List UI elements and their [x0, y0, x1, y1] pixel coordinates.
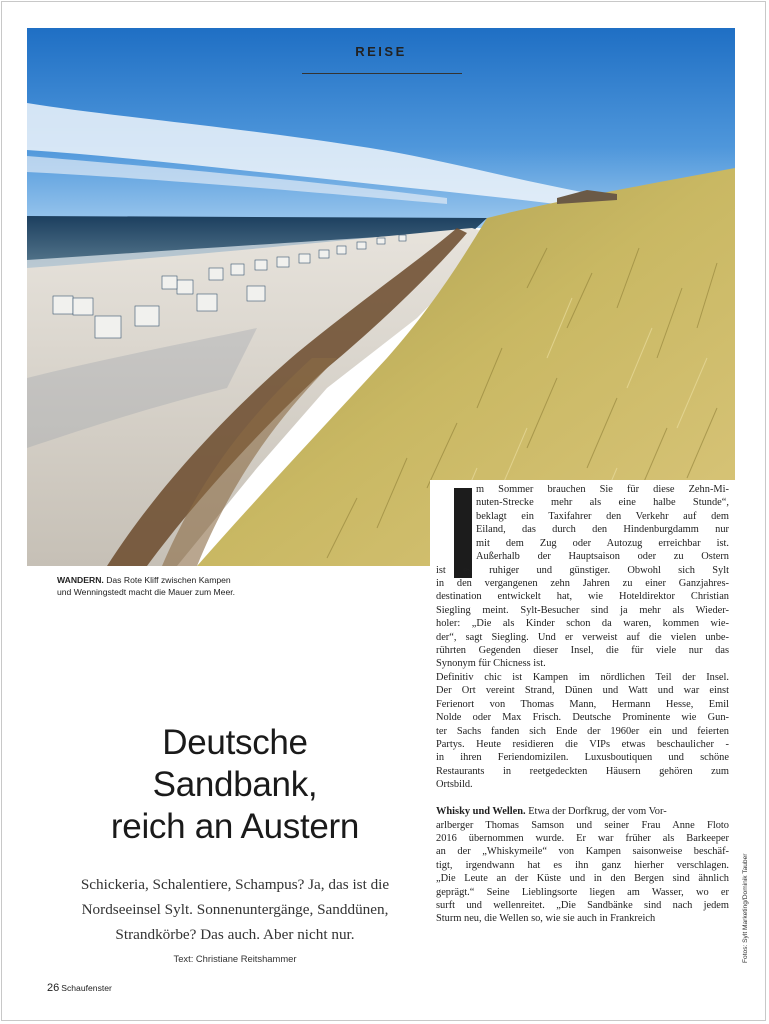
deck-line: Nordseeinsel Sylt. Sonnenuntergänge, Sanddünen, [81, 901, 389, 918]
text-line: m Sommer brauchen Sie für diese Zehn-Mi- [476, 484, 729, 495]
text-line: tigt, irgendwann hat es ihn ganz hierher verschlagen. [436, 859, 729, 871]
text-line: Eiland, das durch den Hindenburgdamm nur [476, 524, 729, 536]
caption-text: Das Rote Kliff zwischen Kampen und Wenningstedt macht die Mauer zum Meer. [57, 575, 236, 597]
photo-caption [57, 575, 237, 598]
text-line: Partys. Heute residieren die VIPs etwas beschaulicher - [436, 739, 729, 751]
magazine-name: Schaufenster [61, 983, 112, 993]
text-line: Siegling meint. Sylt-Besucher sind ja mehr als Wieder- [436, 604, 729, 616]
headline-line: Deutsche [162, 723, 308, 762]
text-line: nuten-Strecke mehr als eine halbe Stunde“, [476, 497, 729, 509]
text-line: Nolde oder Max Frisch. Deutsche Prominente wie Gun- [436, 712, 729, 724]
caption-keyword: WANDERN. [57, 575, 104, 585]
text-line: Der Ort vereint Strand, Dünen und Watt und war einst [436, 685, 729, 697]
text-line: Definitiv chic ist Kampen im nördlichen Teil der Insel. [436, 671, 729, 683]
paragraph [436, 483, 729, 671]
paragraph [436, 805, 729, 926]
text-line: in ihren Feriendomizilen. Luxusboutiquen und schöne [436, 752, 729, 764]
text-line: mit dem Zug oder Autozug erreichbar ist. [476, 537, 729, 549]
text-line: surft und wellenreitet. „Die Sandbänke sind nach jedem [436, 900, 729, 912]
text-line: Ortsbild. [436, 779, 473, 791]
folio [47, 978, 112, 996]
text-line: holer: „Die als Kinder schon da waren, kommen wie- [436, 618, 729, 630]
text-line: „Die Leute an der Küste und in den Bergen sind ähnlich [436, 873, 729, 885]
text-line: ist es ruhiger und günstiger. Obwohl sich Sylt [436, 564, 729, 576]
text-line: der“, sagt Siegling. Und er verweist auf die vielen unbe- [436, 631, 729, 643]
headline-line: Sandbank, [152, 765, 318, 804]
text-line [436, 805, 729, 818]
text-line: Sturm neu, die Wellen so, wie sie auch in Frankreich [436, 913, 656, 925]
text-line: 2016 übernommen wurde. Er war früher als Barkeeper [436, 832, 729, 844]
text-line: in den vergangenen zehn Jahren zu einer Ganzjahres- [436, 577, 729, 589]
article-headline [40, 722, 430, 848]
deck-line: Schickeria, Schalentiere, Schampus? Ja, das ist die [80, 876, 390, 893]
text-line: Synonym für Chicness ist. [436, 658, 546, 670]
text-line: destination entwickelt hat, wie Hoteldirektor Christian [436, 591, 729, 603]
section-rule [302, 73, 462, 74]
paragraph [436, 671, 729, 792]
run-in-text: Etwa der Dorfkrug, der vom Vor- [525, 806, 667, 818]
body-text-column [430, 480, 735, 970]
text-line: an der „Whiskymeile“ von Kampen saisonweise beschäf- [436, 846, 729, 858]
headline-line: reich an Austern [110, 807, 360, 846]
byline: Text: Christiane Reitshammer [173, 953, 297, 964]
deck-line: Strandkörbe? Das auch. Aber nicht nur. [115, 926, 355, 943]
run-in-heading: Whisky und Wellen. [436, 806, 526, 818]
text-line: arlberger Thomas Samson und seiner Frau Anne Floto [436, 819, 729, 831]
section-label: REISE [355, 44, 407, 59]
text-line: ter Sachs fanden sich Ende der 1960er ein und feierten [436, 725, 729, 737]
photo-credit: Fotos: Sylt Marketing/Dominik Tauber [742, 853, 749, 963]
text-line: geprägt.“ Seine Lieblingsorte liegen am Wasser, wo er [436, 886, 729, 898]
text-line: Ferienort von Thomas Mann, Hermann Hesse, Emil [436, 698, 729, 710]
text-line: beklagt ein Taxifahrer den Verkehr auf dem [476, 510, 729, 522]
page-number: 26 [47, 982, 60, 994]
text-line: Außerhalb der Hauptsaison oder zu Ostern [476, 551, 729, 563]
text-line: rührten Gegenden dieser Insel, die für viele nur das [436, 645, 729, 657]
text-line: Restaurants in reetgedeckten Häusern gehören zum [436, 765, 729, 777]
article-deck [40, 872, 430, 947]
